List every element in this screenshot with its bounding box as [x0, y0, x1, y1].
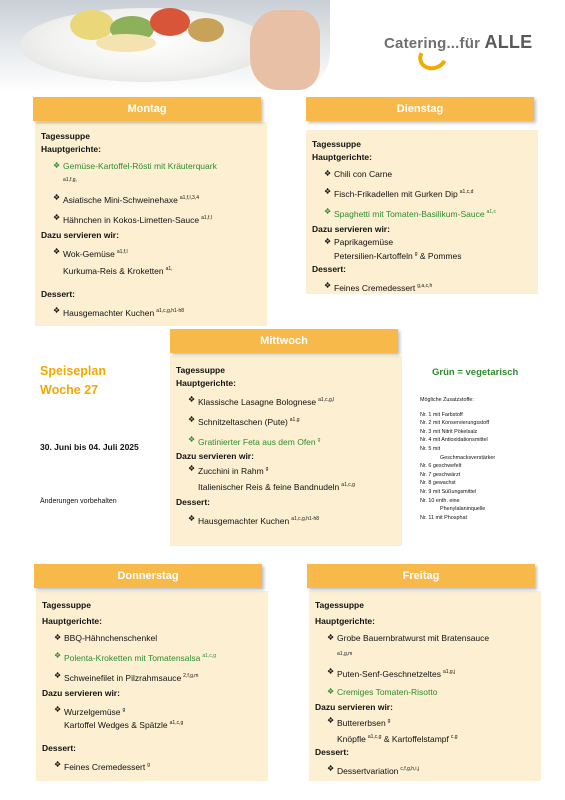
additives-list: Mögliche Zusatzstoffe: Nr. 1 mit Farbstoff Nr. 2 mit Konservierungsstoff Nr. 3 mit Nitrit Pökelsalz Nr. 4 mit Antioxidationsmittel Nr. 5 mit Geschmacksverstärker Nr. 6 geschwefelt Nr. 7 geschwärzt Nr. 8 gewachst Nr. 9 mit Süßungsmittel Nr. 10 enth. eine Phenylalaninquelle Nr. 11 mit Phosphat: [420, 397, 496, 521]
menu-item: ❖ Buttererbsen $^g$: [327, 715, 391, 728]
menu-item: ❖ Dessertvariation $^{c,f,g,h,i,j}$: [327, 764, 420, 777]
menu-item: ❖ Wok-Gemüse $^{a1,f,l}$: [53, 246, 128, 259]
menu-item: ❖ Paprikagemüse: [324, 236, 394, 247]
day-title-monday: Montag: [33, 97, 261, 121]
plan-note: Änderungen vorbehalten: [40, 498, 117, 505]
menu-item: ❖ Zucchini in Rahm $^g$: [188, 464, 269, 477]
menu-item: ❖ Schweinefilet in Pilzrahmsauce $^{2,f,g,m}$: [54, 670, 199, 683]
menu-item: ❖ BBQ-Hähnchenschenkel: [54, 633, 158, 643]
menu-item: ❖ Feines Cremedessert $^g$: [54, 760, 151, 773]
menu-item: ❖ Hähnchen in Kokos-Limetten-Sauce $^{a1,f,l}$: [53, 212, 212, 225]
catering-logo: Catering...für ALLE: [384, 32, 532, 62]
soup-label: Tagessuppe: [41, 131, 90, 141]
menu-item: Kartoffel Wedges & Spätzle $^{a1,c,g}$: [64, 720, 184, 731]
vegetarian-legend: Grün = vegetarisch: [432, 367, 519, 378]
mains-label: Hauptgerichte:: [41, 144, 101, 154]
menu-item: ❖ Chili con Carne: [324, 169, 393, 179]
day-title-wednesday: Mittwoch: [170, 329, 398, 353]
thursday-box: Tagessuppe Hauptgerichte: ❖ BBQ-Hähnchenschenkel ❖ Polenta-Kroketten mit Tomatensalsa $^{a1,c,g}$ ❖ Schweinefilet in Pilzrahmsauce $^{2,f,g,m}$ Dazu servieren wir: ❖ Wurzelgemüse $^g$ Kartoffel Wedges & Spätzle $^{a1,c,g}$ Dessert: ❖ Feines Cremedessert $^g$: [36, 591, 268, 781]
monday-box: [35, 122, 267, 326]
sides-label: Dazu servieren wir:: [41, 229, 119, 240]
header: [0, 0, 565, 90]
menu-item: Petersilien-Kartoffeln $^g$ & Pommes: [334, 250, 462, 261]
menu-item: ❖ Wurzelgemüse $^g$: [54, 704, 126, 717]
menu-item: ❖ Gratinierter Feta aus dem Ofen $^g$: [188, 434, 321, 447]
menu-item: ❖ Feines Cremedessert $^{g,a,c,h}$: [324, 281, 433, 294]
menu-item: ❖ Gemüse-Kartoffel-Rösti mit Kräuterquark a1,f,g,: [53, 161, 217, 183]
menu-item: ❖ Cremiges Tomaten-Risotto: [327, 686, 438, 697]
tuesday-box: Tagessuppe Hauptgerichte: ❖ Chili con Carne ❖ Fisch-Frikadellen mit Gurken Dip $^{a1,c,d}$ ❖ Spaghetti mit Tomaten-Basilikum-Sauce $^{a1,c}$ Dazu servieren wir: ❖ Paprikagemüse Petersilien-Kartoffeln $^g$ & Pommes Dessert: ❖ Feines Cremedessert $^{g,a,c,h}$: [306, 130, 538, 294]
menu-item: ❖ Fisch-Frikadellen mit Gurken Dip $^{a1,c,d}$: [324, 187, 474, 199]
menu-item: ❖ Puten-Senf-Geschnetzeltes $^{a1,g,j}$: [327, 667, 456, 679]
menu-item: ❖ Polenta-Kroketten mit Tomatensalsa $^{a1,c,g}$: [54, 651, 217, 663]
day-title-friday: Freitag: [307, 564, 535, 588]
menu-item: Knöpfle $^{a1,c,g}$ & Kartoffelstampf $^{c,g}$: [337, 733, 458, 744]
food-photo: [0, 0, 330, 90]
friday-box: Tagessuppe Hauptgerichte: ❖ Grobe Bauernbratwurst mit Bratensauce a1,g,m ❖ Puten-Senf-Geschnetzeltes $^{a1,g,j}$ ❖ Cremiges Tomaten-Risotto Dazu servieren wir: ❖ Buttererbsen $^g$ Knöpfle $^{a1,c,g}$ & Kartoffelstampf $^{c,g}$ Dessert: ❖ Dessertvariation $^{c,f,g,h,i,j}$: [309, 591, 541, 781]
menu-item: ❖ Asiatische Mini-Schweinehaxe $^{a1,f,l,3,4}$: [53, 193, 199, 205]
plan-date: 30. Juni bis 04. Juli 2025: [40, 442, 139, 452]
menu-item: ❖ Schnitzeltaschen (Pute) $^{a1,g}$: [188, 414, 300, 427]
day-title-tuesday: Dienstag: [306, 97, 534, 121]
menu-item: ❖ Grobe Bauernbratwurst mit Bratensauce a1,g,m: [327, 633, 490, 657]
menu-item: ❖ Hausgemachter Kuchen $^{a1,c,g,h1-h8}$: [188, 514, 320, 526]
plan-title: Speiseplan Woche 27: [40, 364, 106, 397]
menu-item: Italienischer Reis & feine Bandnudeln $^{a1,c,g}$: [198, 482, 355, 493]
menu-item: ❖ Hausgemachter Kuchen $^{a1,c,g,h1-h8}$: [53, 306, 185, 319]
dessert-label: Dessert:: [41, 289, 76, 300]
menu-item: Kurkuma-Reis & Kroketten $^{a1,}$: [63, 266, 173, 277]
menu-item: ❖ Klassische Lasagne Bolognese $^{a1,c,g,l}$: [188, 395, 335, 407]
menu-item: ❖ Spaghetti mit Tomaten-Basilikum-Sauce $^{a1,c}$: [324, 206, 497, 219]
wednesday-box: Tagessuppe Hauptgerichte: ❖ Klassische Lasagne Bolognese $^{a1,c,g,l}$ ❖ Schnitzeltaschen (Pute) $^{a1,g}$ ❖ Gratinierter Feta aus dem Ofen $^g$ Dazu servieren wir: ❖ Zucchini in Rahm $^g$ Italienischer Reis & feine Bandnudeln $^{a1,c,g}$ Dessert: ❖ Hausgemachter Kuchen $^{a1,c,g,h1-h8}$: [170, 356, 402, 546]
day-title-thursday: Donnerstag: [34, 564, 262, 588]
